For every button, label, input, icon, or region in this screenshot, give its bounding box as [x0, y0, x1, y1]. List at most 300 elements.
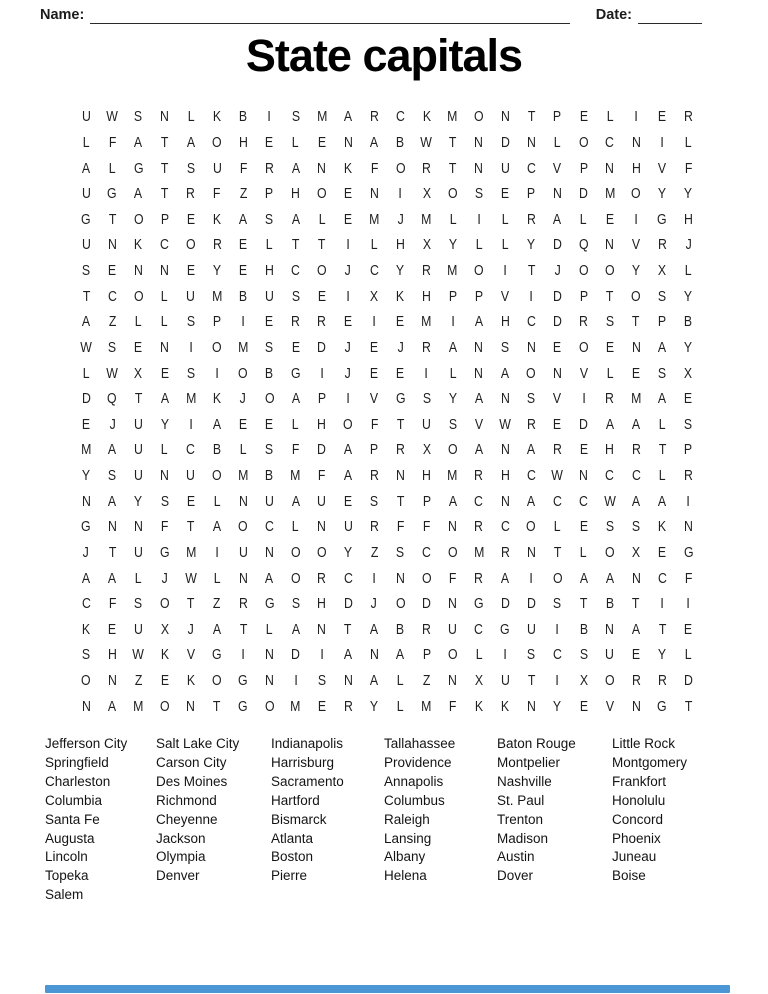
grid-letter: C [605, 467, 615, 485]
grid-letter: O [290, 543, 301, 561]
grid-letter: I [581, 390, 586, 408]
word-item: Richmond [156, 792, 217, 808]
grid-letter: O [552, 569, 563, 587]
grid-letter: I [189, 338, 193, 356]
grid-letter: R [474, 569, 484, 587]
grid-letter: W [106, 364, 119, 382]
grid-letter: T [632, 595, 640, 613]
grid-letter: A [239, 210, 248, 228]
grid-letter: S [186, 364, 195, 382]
grid-letter: E [579, 441, 588, 459]
grid-letter: W [80, 338, 92, 356]
grid-letter: G [500, 620, 510, 638]
grid-letter: S [684, 415, 693, 433]
grid-letter: H [631, 159, 641, 177]
grid-letter: N [526, 338, 536, 356]
grid-letter: A [605, 569, 614, 587]
grid-letter: G [159, 543, 170, 561]
grid-letter: M [185, 543, 196, 561]
grid-letter: Y [396, 262, 405, 280]
word-item: Baton Rouge [497, 736, 576, 751]
grid-letter: A [579, 569, 588, 587]
grid-letter: E [291, 338, 300, 356]
grid-letter: A [343, 646, 353, 664]
grid-letter: J [344, 262, 352, 280]
grid-letter: X [134, 364, 143, 382]
grid-letter: O [133, 287, 144, 305]
word-item: Santa Fe [45, 811, 100, 827]
grid-letter: K [212, 390, 222, 408]
grid-letter: G [81, 518, 91, 536]
grid-letter: N [264, 646, 274, 664]
grid-letter: M [447, 467, 458, 485]
grid-letter: V [474, 415, 484, 433]
grid-letter: M [290, 467, 301, 485]
grid-letter: N [264, 672, 274, 690]
grid-letter: X [422, 441, 431, 459]
grid-row [73, 463, 702, 489]
grid-letter: P [317, 390, 326, 408]
grid-letter: V [553, 390, 562, 408]
grid-letter: D [422, 595, 431, 613]
grid-letter: K [81, 620, 91, 638]
grid-letter: L [318, 210, 326, 228]
grid-letter: T [160, 185, 169, 203]
grid-letter: E [186, 262, 195, 280]
word-item: Columbia [45, 792, 103, 808]
grid-letter: G [683, 543, 694, 561]
date-blank-line [638, 7, 702, 24]
grid-letter: R [422, 620, 431, 638]
grid-row [73, 309, 702, 335]
grid-letter: G [238, 697, 248, 715]
grid-letter: A [474, 441, 484, 459]
grid-letter: D [500, 595, 510, 613]
grid-letter: T [658, 441, 666, 459]
grid-letter: I [372, 313, 376, 331]
grid-letter: A [370, 620, 379, 638]
grid-letter: M [421, 697, 432, 715]
grid-letter: U [186, 467, 196, 485]
grid-letter: T [82, 287, 90, 305]
grid-letter: L [213, 492, 221, 510]
grid-letter: F [370, 415, 378, 433]
grid-letter: I [398, 185, 403, 203]
grid-letter: U [317, 492, 327, 510]
grid-letter: C [395, 108, 405, 126]
grid-letter: S [81, 646, 91, 664]
grid-letter: W [185, 569, 197, 587]
word-item: Hartford [271, 792, 320, 808]
grid-letter: J [240, 390, 247, 408]
grid-letter: J [344, 338, 352, 356]
grid-letter: N [605, 620, 615, 638]
grid-letter: T [187, 518, 195, 536]
grid-letter: I [555, 620, 560, 638]
grid-letter: N [160, 108, 170, 126]
grid-letter: B [684, 313, 693, 331]
grid-row [73, 258, 702, 284]
grid-letter: J [371, 595, 378, 613]
grid-letter: O [316, 262, 327, 280]
grid-letter: A [81, 159, 91, 177]
grid-letter: H [683, 210, 693, 228]
grid-letter: E [343, 185, 353, 203]
grid-letter: A [474, 390, 484, 408]
grid-letter: A [291, 390, 300, 408]
grid-row [73, 283, 702, 309]
grid-letter: N [500, 441, 510, 459]
word-item: Phoenix [612, 830, 661, 846]
grid-letter: R [186, 185, 196, 203]
grid-letter: M [211, 287, 223, 305]
word-item: Dover [497, 868, 534, 884]
grid-letter: A [108, 569, 117, 587]
grid-letter: A [212, 518, 222, 536]
word-item: Cheyenne [156, 811, 218, 827]
grid-letter: D [579, 415, 589, 433]
grid-letter: E [579, 518, 588, 536]
grid-letter: L [449, 364, 457, 382]
grid-letter: J [344, 364, 352, 382]
grid-letter: N [81, 492, 91, 510]
word-item: Charleston [45, 773, 111, 789]
grid-letter: M [421, 210, 432, 228]
grid-letter: S [658, 287, 667, 305]
word-item: Trenton [497, 811, 544, 827]
grid-letter: B [265, 467, 274, 485]
date-label: Date: [595, 7, 632, 23]
grid-letter: L [580, 210, 588, 228]
grid-letter: R [683, 108, 693, 126]
grid-letter: R [579, 313, 589, 331]
grid-letter: A [343, 441, 353, 459]
name-blank-line [90, 7, 569, 24]
grid-letter: L [658, 467, 666, 485]
grid-row [73, 668, 702, 694]
grid-letter: N [369, 646, 379, 664]
grid-letter: V [605, 697, 614, 715]
grid-letter: E [81, 415, 91, 433]
grid-letter: N [107, 672, 117, 690]
grid-letter: G [657, 697, 667, 715]
grid-letter: L [554, 133, 561, 151]
grid-letter: T [108, 543, 117, 561]
grid-letter: O [212, 672, 222, 690]
grid-letter: L [370, 236, 378, 254]
grid-letter: C [474, 620, 484, 638]
grid-letter: M [473, 543, 485, 561]
grid-letter: F [213, 185, 221, 203]
grid-letter: N [683, 518, 693, 536]
grid-letter: C [422, 543, 431, 561]
grid-letter: W [132, 646, 145, 664]
grid-letter: K [396, 287, 405, 305]
word-item: Helena [384, 868, 427, 884]
word-item: Springfield [45, 754, 109, 770]
grid-letter: N [134, 262, 143, 280]
grid-letter: K [212, 108, 222, 126]
grid-letter: Y [81, 467, 91, 485]
grid-letter: A [291, 159, 300, 177]
grid-letter: G [81, 210, 91, 228]
grid-letter: M [421, 313, 432, 331]
grid-letter: D [343, 595, 353, 613]
grid-letter: F [160, 518, 169, 536]
grid-letter: I [424, 364, 429, 382]
grid-letter: A [370, 672, 379, 690]
grid-letter: G [290, 364, 301, 382]
grid-letter: I [529, 287, 533, 305]
grid-letter: B [239, 108, 248, 126]
grid-letter: F [239, 159, 247, 177]
grid-letter: A [343, 467, 353, 485]
word-column [271, 735, 384, 905]
grid-letter: R [238, 595, 248, 613]
word-item: Nashville [497, 773, 552, 789]
grid-letter: I [555, 672, 560, 690]
grid-letter: N [395, 467, 405, 485]
grid-letter: N [160, 467, 170, 485]
grid-letter: N [553, 185, 562, 203]
grid-letter: C [526, 313, 536, 331]
grid-letter: O [186, 236, 196, 254]
name-label: Name: [40, 7, 85, 23]
grid-letter: C [657, 569, 667, 587]
grid-letter: I [477, 210, 481, 228]
grid-letter: Z [108, 313, 117, 331]
word-item: Jackson [156, 830, 206, 846]
grid-letter: L [658, 415, 666, 433]
grid-letter: P [422, 646, 431, 664]
grid-letter: E [579, 108, 588, 126]
grid-letter: A [631, 492, 641, 510]
grid-letter: U [526, 620, 536, 638]
word-item: Augusta [45, 830, 95, 846]
grid-letter: E [317, 697, 326, 715]
grid-letter: N [343, 133, 353, 151]
grid-letter: T [160, 159, 169, 177]
grid-letter: C [186, 441, 196, 459]
grid-letter: N [317, 159, 327, 177]
grid-letter: A [527, 441, 536, 459]
grid-letter: M [447, 262, 458, 280]
grid-letter: F [108, 595, 117, 613]
grid-letter: E [370, 338, 379, 356]
grid-letter: I [293, 672, 298, 690]
grid-letter: D [291, 646, 301, 664]
grid-letter: U [500, 159, 510, 177]
grid-letter: S [448, 415, 457, 433]
grid-letter: A [500, 569, 510, 587]
grid-letter: N [238, 492, 248, 510]
grid-letter: V [658, 159, 667, 177]
grid-letter: E [396, 364, 405, 382]
grid-letter: O [578, 133, 589, 151]
grid-letter: L [684, 262, 692, 280]
grid-letter: O [316, 185, 327, 203]
grid-letter: O [395, 595, 406, 613]
grid-letter: J [83, 543, 90, 561]
grid-letter: K [500, 697, 510, 715]
grid-letter: E [239, 236, 248, 254]
grid-letter: N [605, 159, 615, 177]
grid-letter: H [422, 467, 431, 485]
grid-letter: S [553, 595, 562, 613]
grid-letter: E [239, 262, 248, 280]
grid-letter: Z [213, 595, 221, 613]
grid-letter: Y [212, 262, 222, 280]
grid-letter: L [161, 287, 169, 305]
grid-letter: N [107, 518, 117, 536]
grid-letter: M [604, 185, 615, 203]
grid-letter: U [134, 441, 143, 459]
grid-letter: L [82, 133, 90, 151]
grid-letter: X [474, 672, 484, 690]
grid-letter: A [527, 492, 536, 510]
grid-letter: U [212, 159, 222, 177]
grid-letter: T [134, 390, 143, 408]
grid-letter: L [292, 133, 300, 151]
grid-letter: A [474, 313, 484, 331]
grid-letter: S [134, 595, 143, 613]
grid-letter: E [239, 415, 248, 433]
grid-letter: V [553, 159, 562, 177]
grid-letter: N [395, 569, 405, 587]
grid-letter: A [81, 569, 91, 587]
grid-letter: C [107, 287, 117, 305]
worksheet-header [40, 4, 702, 24]
grid-letter: J [685, 236, 692, 254]
grid-letter: I [372, 569, 376, 587]
grid-letter: L [187, 108, 195, 126]
grid-row [73, 565, 702, 591]
grid-letter: O [526, 518, 537, 536]
grid-letter: N [448, 672, 458, 690]
grid-row [73, 335, 702, 361]
grid-letter: M [369, 210, 380, 228]
grid-letter: P [579, 287, 588, 305]
grid-letter: C [605, 133, 615, 151]
grid-letter: N [264, 543, 274, 561]
word-list [45, 735, 687, 905]
grid-letter: E [160, 364, 169, 382]
grid-row [73, 207, 702, 233]
grid-letter: K [186, 672, 195, 690]
grid-letter: N [317, 518, 327, 536]
grid-letter: N [343, 672, 353, 690]
word-item: Sacramento [271, 773, 344, 789]
grid-letter: T [318, 236, 326, 254]
grid-letter: S [291, 108, 300, 126]
word-item: Salt Lake City [156, 736, 240, 751]
grid-letter: P [684, 441, 693, 459]
grid-letter: O [447, 185, 458, 203]
grid-letter: N [474, 133, 484, 151]
grid-letter: O [605, 262, 615, 280]
grid-letter: G [212, 646, 222, 664]
grid-letter: R [526, 415, 536, 433]
word-item: Columbus [384, 792, 445, 808]
grid-letter: S [108, 467, 117, 485]
grid-letter: E [317, 133, 326, 151]
grid-row [73, 617, 702, 643]
grid-letter: C [160, 236, 170, 254]
grid-letter: U [343, 518, 353, 536]
grid-letter: R [631, 441, 641, 459]
grid-letter: C [474, 492, 484, 510]
grid-letter: L [135, 569, 142, 587]
grid-letter: R [657, 672, 667, 690]
grid-letter: X [631, 543, 641, 561]
grid-letter: E [631, 364, 641, 382]
grid-letter: I [215, 364, 219, 382]
grid-letter: L [554, 518, 561, 536]
grid-letter: N [474, 159, 484, 177]
grid-letter: A [108, 441, 117, 459]
grid-letter: J [109, 415, 116, 433]
grid-letter: J [554, 262, 561, 280]
grid-letter: I [686, 595, 691, 613]
grid-letter: A [134, 185, 143, 203]
grid-letter: O [605, 543, 615, 561]
word-item: Boston [271, 849, 314, 865]
word-item: Salem [45, 887, 84, 903]
grid-letter: L [449, 210, 457, 228]
grid-letter: D [317, 338, 327, 356]
grid-letter: V [500, 287, 510, 305]
grid-letter: K [422, 108, 431, 126]
grid-letter: S [527, 390, 536, 408]
grid-letter: L [292, 415, 300, 433]
grid-letter: L [265, 236, 273, 254]
grid-letter: N [500, 108, 510, 126]
grid-letter: E [317, 287, 326, 305]
grid-letter: G [474, 595, 484, 613]
grid-letter: N [526, 133, 536, 151]
grid-letter: E [605, 338, 614, 356]
grid-letter: L [161, 441, 169, 459]
grid-letter: F [396, 518, 405, 536]
grid-letter: I [346, 287, 350, 305]
grid-letter: U [81, 108, 91, 126]
grid-letter: R [474, 518, 484, 536]
grid-letter: N [448, 595, 458, 613]
grid-letter: M [316, 108, 327, 126]
grid-letter: H [291, 185, 301, 203]
grid-letter: P [265, 185, 274, 203]
word-item: Juneau [612, 849, 657, 865]
grid-letter: S [500, 338, 510, 356]
grid-letter: T [291, 236, 300, 254]
word-item: Lansing [384, 830, 432, 846]
grid-letter: H [317, 595, 327, 613]
grid-letter: I [660, 133, 664, 151]
grid-letter: R [212, 236, 222, 254]
grid-row [73, 540, 702, 566]
grid-letter: T [396, 492, 405, 510]
grid-letter: I [686, 492, 691, 510]
grid-letter: E [186, 210, 195, 228]
grid-letter: P [658, 313, 667, 331]
grid-letter: R [317, 313, 327, 331]
grid-letter: O [212, 338, 222, 356]
grid-letter: S [422, 390, 431, 408]
word-item: Raleigh [384, 811, 430, 827]
grid-letter: T [579, 595, 588, 613]
grid-letter: O [81, 672, 91, 690]
grid-letter: R [343, 697, 353, 715]
